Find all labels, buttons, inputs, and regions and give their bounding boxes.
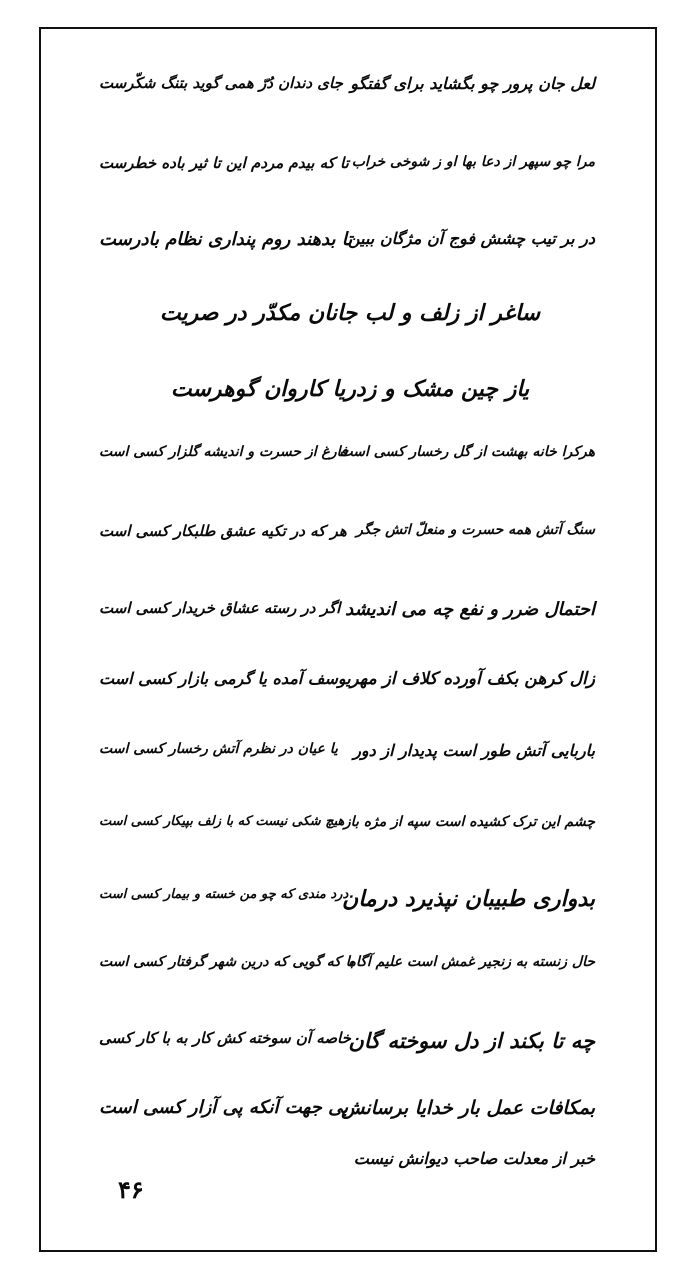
verse-right-13: بمکافات عمل بار خدایا برسانش [341,1097,595,1119]
verse-left-7: یوسف آمده یا گرمی بازار کسی است [99,669,351,688]
verse-right-4: هرکرا خانه بهشت از گل رخسار کسی است [339,444,595,460]
verse-left-5: هر که در تکیه عشق طلبکار کسی است [99,522,347,540]
verse-left-12: خاصه آن سوخته کش کار به با کار کسی [99,1029,351,1047]
verse-right-10: بدواری طبیبان نپذیرد درمان [342,887,595,912]
verse-right-2: مرا چو سپهر از دعا بها او ز شوخی خراب [351,154,595,170]
center-verse-2: یاز چین مشک و زدریا کاروان گوهرست [170,377,530,402]
verse-right-3: در بر تیب چشش فوج آن مژگان ببین [347,229,595,248]
verse-right-5: سنگ آتش همه حسرت و منعلّ اتش جگر [356,522,595,538]
center-verse-1: ساغر از زلف و لب جانان مکدّر در صریت [159,301,541,326]
verse-right-9: چشم این ترک کشیده است سپه از مژه باز [343,814,595,830]
verse-left-10: درد مندی که چو من خسته و بیمار کسی است [99,887,349,902]
verse-left-6: اگر در رسته عشاق خریدار کسی است [99,599,341,617]
closing-verse: خبر از معدلت صاحب دیوانش نیست [353,1149,595,1168]
verse-right-1: لعل جان پرور چو بگشاید برای گفتگو [350,74,595,93]
page-number: ۴۶ [118,1175,144,1204]
verse-right-12: چه تا بکند از دل سوخته گان [348,1029,595,1053]
verse-left-3: تا بدهند روم پنداری نظام بادرست [99,229,353,250]
verse-right-8: باربایی آتش طور است پدیدار از دور [353,741,595,760]
verse-left-13: بی جهت آنکه پی آزار کسی است [99,1097,349,1118]
verse-left-9: هیچ شکی نیست که با زلف بپیکار کسی است [99,814,345,829]
verse-left-4: فارغ از حسرت و اندیشه گلزار کسی است [99,444,348,460]
verse-right-6: احتمال ضرر و نفع چه می اندیشد [345,599,595,620]
verse-left-11: با که گویی که درین شهر گرفتار کسی است [99,954,354,970]
verse-left-1: جای دندان دُرّ همی گوید بتنگ شکّرست [99,74,343,92]
verse-left-2: تا که بیدم مردم این تا ثیر باده خطرست [99,154,349,172]
verse-left-8: یا عیان در نظرم آتش رخسار کسی است [99,741,338,757]
verse-right-7: زال کرهن بکف آورده کلاف از مهر [350,669,595,689]
page-border [39,27,657,1252]
verse-right-11: حال زنسته به زنجیر غمش است علیم آگاه [348,954,595,970]
